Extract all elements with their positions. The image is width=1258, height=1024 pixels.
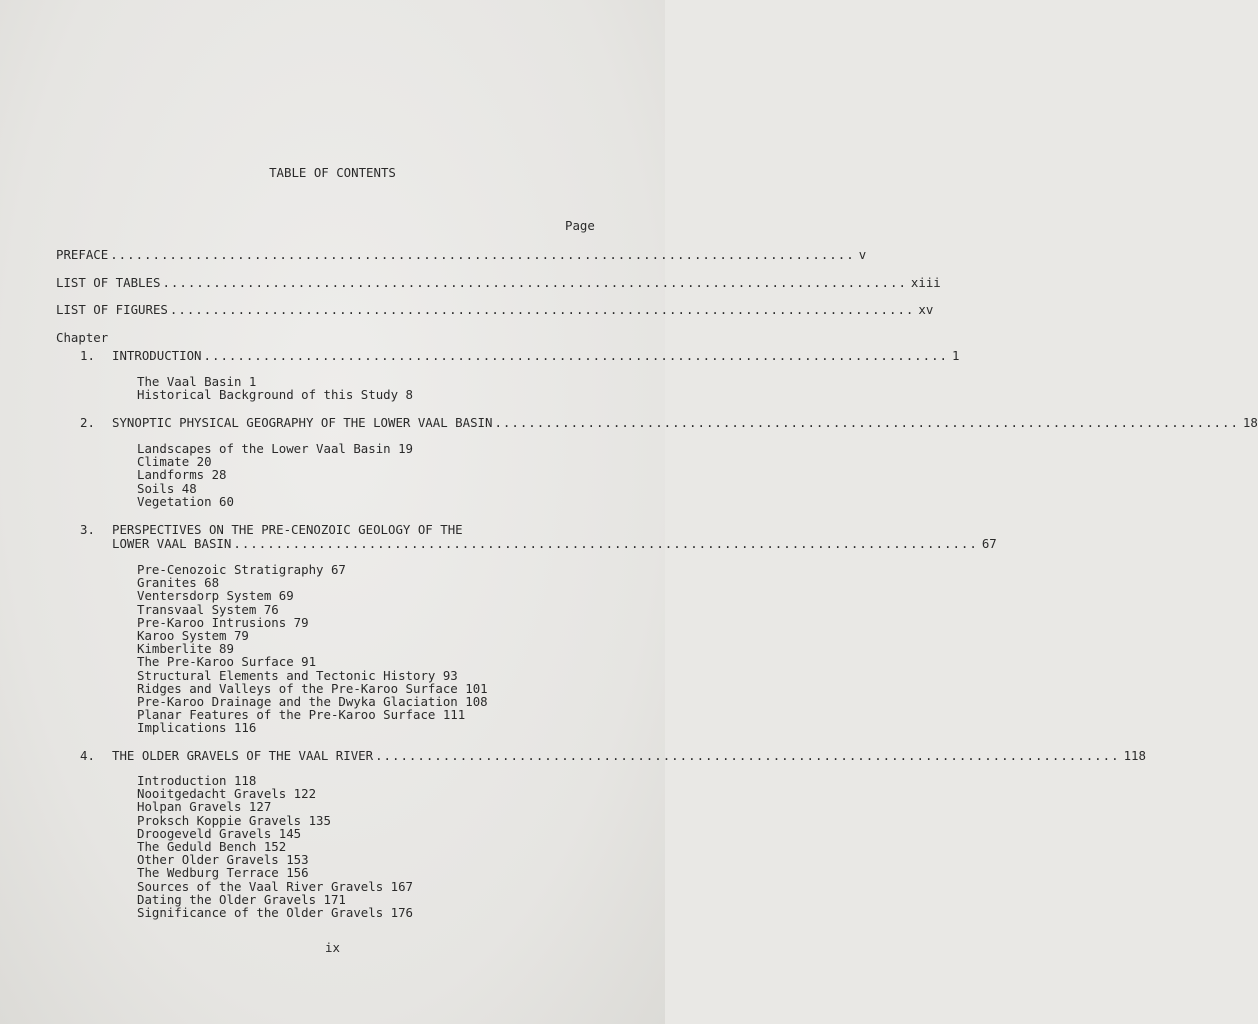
chapter-3-entry-line2 [80, 536, 997, 552]
section-entry: Historical Background of this Study 8 [137, 387, 414, 403]
section-entry: Droogeveld Gravels 145 [137, 825, 302, 841]
section-entry: The Pre-Karoo Surface 91 [137, 654, 317, 670]
section-entry: Transvaal System 76 [137, 601, 279, 617]
toc-entry-page: v [858, 247, 867, 262]
section-entry: Nooitgedacht Gravels 122 [137, 786, 317, 802]
page-column-header: Page [565, 218, 595, 233]
section-entry: Granites 68 [137, 575, 220, 591]
section-entry: Implications 116 [137, 720, 257, 736]
section-entry: Landscapes of the Lower Vaal Basin 19 [137, 441, 414, 456]
toc-entry-label: PREFACE [56, 247, 109, 262]
section-entry: The Geduld Bench 152 [137, 838, 287, 854]
chapter-page: 1 [952, 348, 960, 363]
chapter-1-entry [80, 348, 960, 364]
section-entry: Ventersdorp System 69 [137, 588, 294, 604]
section-entry: Pre-Cenozoic Stratigraphy 67 [137, 562, 346, 577]
section-entry: Vegetation 60 [137, 493, 234, 509]
section-entry: Karoo System 79 [137, 627, 249, 643]
toc-entry-page: xv [918, 302, 934, 317]
dot-leader: ........................................................................................ [203, 348, 948, 363]
section-entry: Dating the Older Gravels 171 [137, 891, 346, 907]
dot-leader: ........................................................................................ [169, 302, 915, 317]
dot-leader: ........................................................................................ [110, 247, 855, 262]
chapter-page: 67 [981, 536, 997, 551]
section-entry: Ridges and Valleys of the Pre-Karoo Surface 101 [137, 680, 488, 696]
section-entry: Climate 20 [137, 454, 212, 470]
chapter-4-entry [80, 748, 1146, 764]
chapter-number: 3. [80, 522, 95, 537]
toc-entry-page: xiii [910, 275, 941, 290]
chapter-3-sections [137, 563, 488, 734]
chapter-page: 118 [1123, 748, 1146, 763]
chapter-2-entry [80, 415, 1258, 431]
chapter-4-sections [137, 774, 413, 919]
section-entry: Planar Features of the Pre-Karoo Surface 111 [137, 707, 466, 723]
toc-entry-label: LIST OF FIGURES [56, 302, 168, 317]
chapter-number: 2. [80, 415, 95, 430]
section-entry: Pre-Karoo Drainage and the Dwyka Glaciation 108 [137, 693, 488, 709]
section-entry: Sources of the Vaal River Gravels 167 [137, 878, 414, 894]
chapter-2-sections [137, 442, 413, 508]
section-entry: Introduction 118 [137, 773, 257, 788]
section-entry: Landforms 28 [137, 467, 227, 483]
chapter-title: THE OLDER GRAVELS OF THE VAAL RIVER [112, 748, 374, 763]
dot-leader: ........................................................................................ [375, 748, 1120, 763]
page-number-folio: ix [325, 940, 340, 955]
section-entry: Significance of the Older Gravels 176 [137, 904, 414, 920]
toc-entry-list-of-tables [56, 275, 941, 291]
chapter-1-sections [137, 375, 413, 401]
chapter-number: 1. [80, 348, 95, 363]
section-entry: Holpan Gravels 127 [137, 799, 272, 815]
section-entry: Other Older Gravels 153 [137, 852, 309, 868]
dot-leader: ........................................................................................ [233, 536, 978, 551]
toc-entry-list-of-figures [56, 302, 934, 318]
section-entry: The Wedburg Terrace 156 [137, 865, 309, 881]
chapter-page: 18 [1242, 415, 1258, 430]
dot-leader: ........................................................................................ [162, 275, 907, 290]
section-entry: Structural Elements and Tectonic History 93 [137, 667, 458, 683]
chapter-number: 4. [80, 748, 95, 763]
chapter-title-line1: PERSPECTIVES ON THE PRE-CENOZOIC GEOLOGY OF THE [112, 522, 463, 537]
chapter-title: SYNOPTIC PHYSICAL GEOGRAPHY OF THE LOWER VAAL BASIN [112, 415, 493, 430]
chapter-header: Chapter [56, 330, 109, 345]
section-entry: Pre-Karoo Intrusions 79 [137, 614, 309, 630]
toc-entry-preface [56, 247, 867, 263]
chapter-title: INTRODUCTION [112, 348, 202, 363]
page-title: TABLE OF CONTENTS [269, 165, 396, 180]
section-entry: Kimberlite 89 [137, 641, 234, 657]
chapter-title: LOWER VAAL BASIN [112, 536, 232, 551]
section-entry: The Vaal Basin 1 [137, 374, 257, 389]
toc-entry-label: LIST OF TABLES [56, 275, 161, 290]
dot-leader: ........................................................................................ [494, 415, 1239, 430]
section-entry: Soils 48 [137, 480, 197, 496]
section-entry: Proksch Koppie Gravels 135 [137, 812, 331, 828]
